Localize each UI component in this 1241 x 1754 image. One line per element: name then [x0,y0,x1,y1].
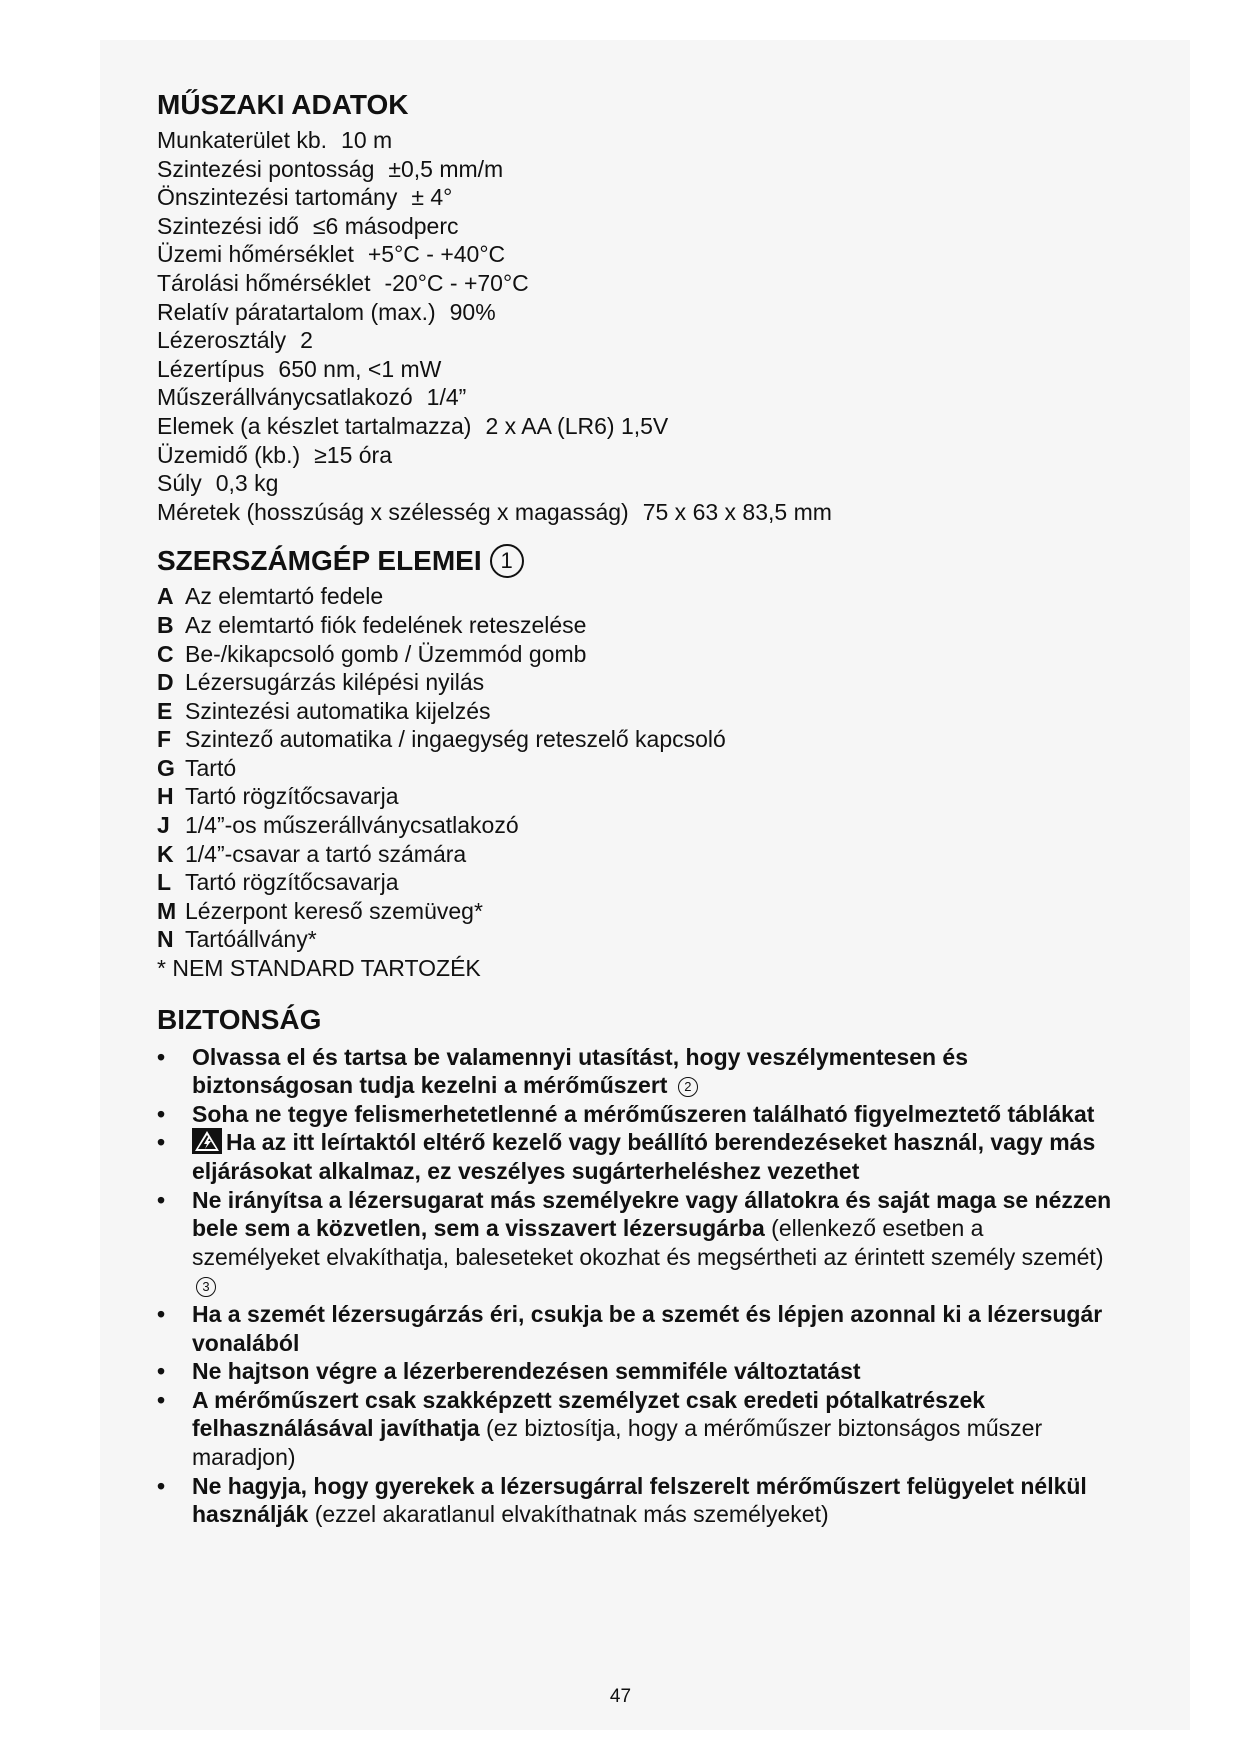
tool-parts-section [157,544,1117,982]
part-text: Lézersugárzás kilépési nyilás [185,669,485,696]
part-letter: M [157,897,177,924]
part-item [157,840,1117,869]
spec-row [157,383,1117,412]
spec-label: Tárolási hőmérséklet [157,269,371,296]
spec-label: Önszintezési tartomány [157,184,398,211]
figure-reference-badge: 1 [490,544,524,578]
part-letter: B [157,611,174,638]
tool-parts-header [157,544,1117,578]
part-item [157,611,1117,640]
part-text: Tartóállvány* [185,926,317,953]
spec-row [157,326,1117,355]
part-letter: H [157,783,174,810]
spec-label: Munkaterület kb. [157,127,328,153]
part-item [157,754,1117,783]
part-item [157,782,1117,811]
part-letter: E [157,697,173,724]
spec-value: ≤6 másodperc [312,212,459,239]
safety-text-bold: Soha ne tegye felismerhetetlenné a mérőműszeren található figyelmeztető táblákat [192,1100,1095,1127]
spec-row [157,298,1117,327]
spec-row [157,498,1117,527]
spec-value: ± 4° [411,184,453,211]
part-text: 1/4”-os műszerállványcsatlakozó [185,812,519,839]
tool-parts-title: SZERSZÁMGÉP ELEMEI [157,545,482,577]
spec-label: Szintezési idő [157,212,299,239]
part-item [157,697,1117,726]
safety-list [157,1043,1117,1529]
spec-row [157,183,1117,212]
part-text: Be-/kikapcsoló gomb / Üzemmód gomb [185,640,587,667]
part-text: Az elemtartó fedele [185,583,384,610]
spec-row [157,155,1117,184]
spec-value: ≥15 óra [314,441,392,468]
bullet-icon: • [157,1043,166,1070]
spec-value: 75 x 63 x 83,5 mm [642,498,832,525]
figure-reference-badge: 2 [678,1077,698,1097]
spec-value: +5°C - +40°C [367,241,506,268]
part-text: 1/4”-csavar a tartó számára [185,840,467,867]
safety-text-normal: (ez biztosítja, hogy a mérőműszer biztonságos műszer maradjon) [192,1415,1043,1470]
safety-item [157,1043,1117,1100]
spec-label: Súly [157,470,202,497]
part-text: Szintező automatika / ingaegység reteszelő kapcsoló [185,726,726,753]
page-number: 47 [609,1686,632,1707]
spec-label: Üzemi hőmérséklet [157,241,354,268]
spec-row [157,441,1117,470]
part-item [157,925,1117,954]
warning-icon [192,1128,222,1154]
part-item [157,725,1117,754]
safety-text-bold: Ne irányítsa a lézersugarat más személyekre vagy állatokra és saját maga se nézzen bele sem a közvetlen, sem a visszavert lézersugárba [192,1186,1112,1242]
part-item [157,897,1117,926]
part-letter: L [157,869,172,896]
part-text: Tartó rögzítőcsavarja [185,869,399,896]
spec-value: -20°C - +70°C [384,269,529,296]
part-text: Tartó [185,754,237,781]
bullet-icon: • [157,1186,166,1213]
safety-section [157,1003,1117,1529]
spec-label: Relatív páratartalom (max.) [157,298,436,325]
spec-row [157,355,1117,384]
part-letter: N [157,926,174,953]
spec-row [157,240,1117,269]
safety-item [157,1300,1117,1357]
part-text: Lézerpont kereső szemüveg* [185,897,483,924]
part-letter: A [157,583,174,610]
spec-row [157,469,1117,498]
part-text: Az elemtartó fiók fedelének reteszelése [185,611,587,638]
spec-value: 2 x AA (LR6) 1,5V [485,412,669,439]
parts-footnote: * NEM STANDARD TARTOZÉK [157,955,481,982]
safety-text-bold: Ne hagyja, hogy gyerekek a lézersugárral felszerelt mérőműszert felügyelet nélkül használják [192,1472,1087,1528]
spec-value: ±0,5 mm/m [388,155,504,182]
part-text: Tartó rögzítőcsavarja [185,783,399,810]
safety-text-bold: Olvassa el és tartsa be valamennyi utasítást, hogy veszélymentesen és biztonságosan tudja kezelni a mérőműszert [192,1043,969,1099]
safety-text-bold: Ha az itt leírtaktól eltérő kezelő vagy beállító berendezéseket használ, vagy más eljárásokat alkalmaz, ez veszélyes sugárterheléshez vezethet [192,1129,1096,1184]
part-item [157,668,1117,697]
bullet-icon: • [157,1129,166,1156]
safety-item [157,1386,1117,1472]
safety-text-normal: (ellenkező esetben a személyeket elvakíthatja, baleseteket okozhat és megsértheti az érintett személy szemét) [192,1215,1104,1270]
bullet-icon: • [157,1358,166,1385]
safety-text-normal: (ezzel akaratlanul elvakíthatnak más személyeket) [314,1501,829,1528]
spec-label: Műszerállványcsatlakozó [157,384,413,411]
spec-value: 650 nm, <1 mW [278,355,442,382]
spec-value: 90% [449,298,496,325]
safety-text-bold: Ne hajtson végre a lézerberendezésen semmiféle változtatást [192,1358,861,1385]
spec-label: Lézertípus [157,355,265,382]
part-letter: J [157,812,170,839]
part-letter: G [157,754,175,781]
spec-label: Méretek (hosszúság x szélesség x magasság) [157,498,629,525]
safety-item [157,1186,1117,1300]
spec-value: 2 [300,327,313,354]
safety-text-bold: Ha a szemét lézersugárzás éri, csukja be a szemét és lépjen azonnal ki a lézersugár vonalából [192,1300,1103,1356]
safety-text-bold: A mérőműszert csak szakképzett személyzet csak eredeti pótalkatrészek felhasználásával javíthatja [192,1386,986,1442]
spec-value: 0,3 kg [215,470,279,497]
document-content [157,88,1117,1529]
spec-value: 10 m [341,127,393,153]
spec-row [157,212,1117,241]
spec-label: Üzemidő (kb.) [157,441,301,468]
spec-row [157,412,1117,441]
part-letter: F [157,726,172,753]
technical-data-title: MŰSZAKI ADATOK [157,89,409,120]
figure-reference-badge: 3 [196,1277,216,1297]
part-item [157,811,1117,840]
safety-title: BIZTONSÁG [157,1003,322,1035]
safety-item [157,1100,1117,1129]
spec-label: Lézerosztály [157,327,287,354]
part-item [157,582,1117,611]
part-item [157,640,1117,669]
safety-item [157,1357,1117,1386]
part-letter: D [157,669,174,696]
bullet-icon: • [157,1472,166,1499]
spec-label: Elemek (a készlet tartalmazza) [157,412,472,439]
technical-data-section [157,88,1117,526]
safety-item [157,1472,1117,1529]
part-letter: K [157,840,174,867]
safety-item [157,1128,1117,1185]
part-text: Szintezési automatika kijelzés [185,697,491,724]
part-item [157,868,1117,897]
bullet-icon: • [157,1386,166,1413]
spec-row [157,269,1117,298]
bullet-icon: • [157,1300,166,1327]
bullet-icon: • [157,1100,166,1127]
spec-row [157,126,1117,155]
spec-value: 1/4” [426,384,467,411]
spec-label: Szintezési pontosság [157,155,375,182]
part-letter: C [157,640,174,667]
